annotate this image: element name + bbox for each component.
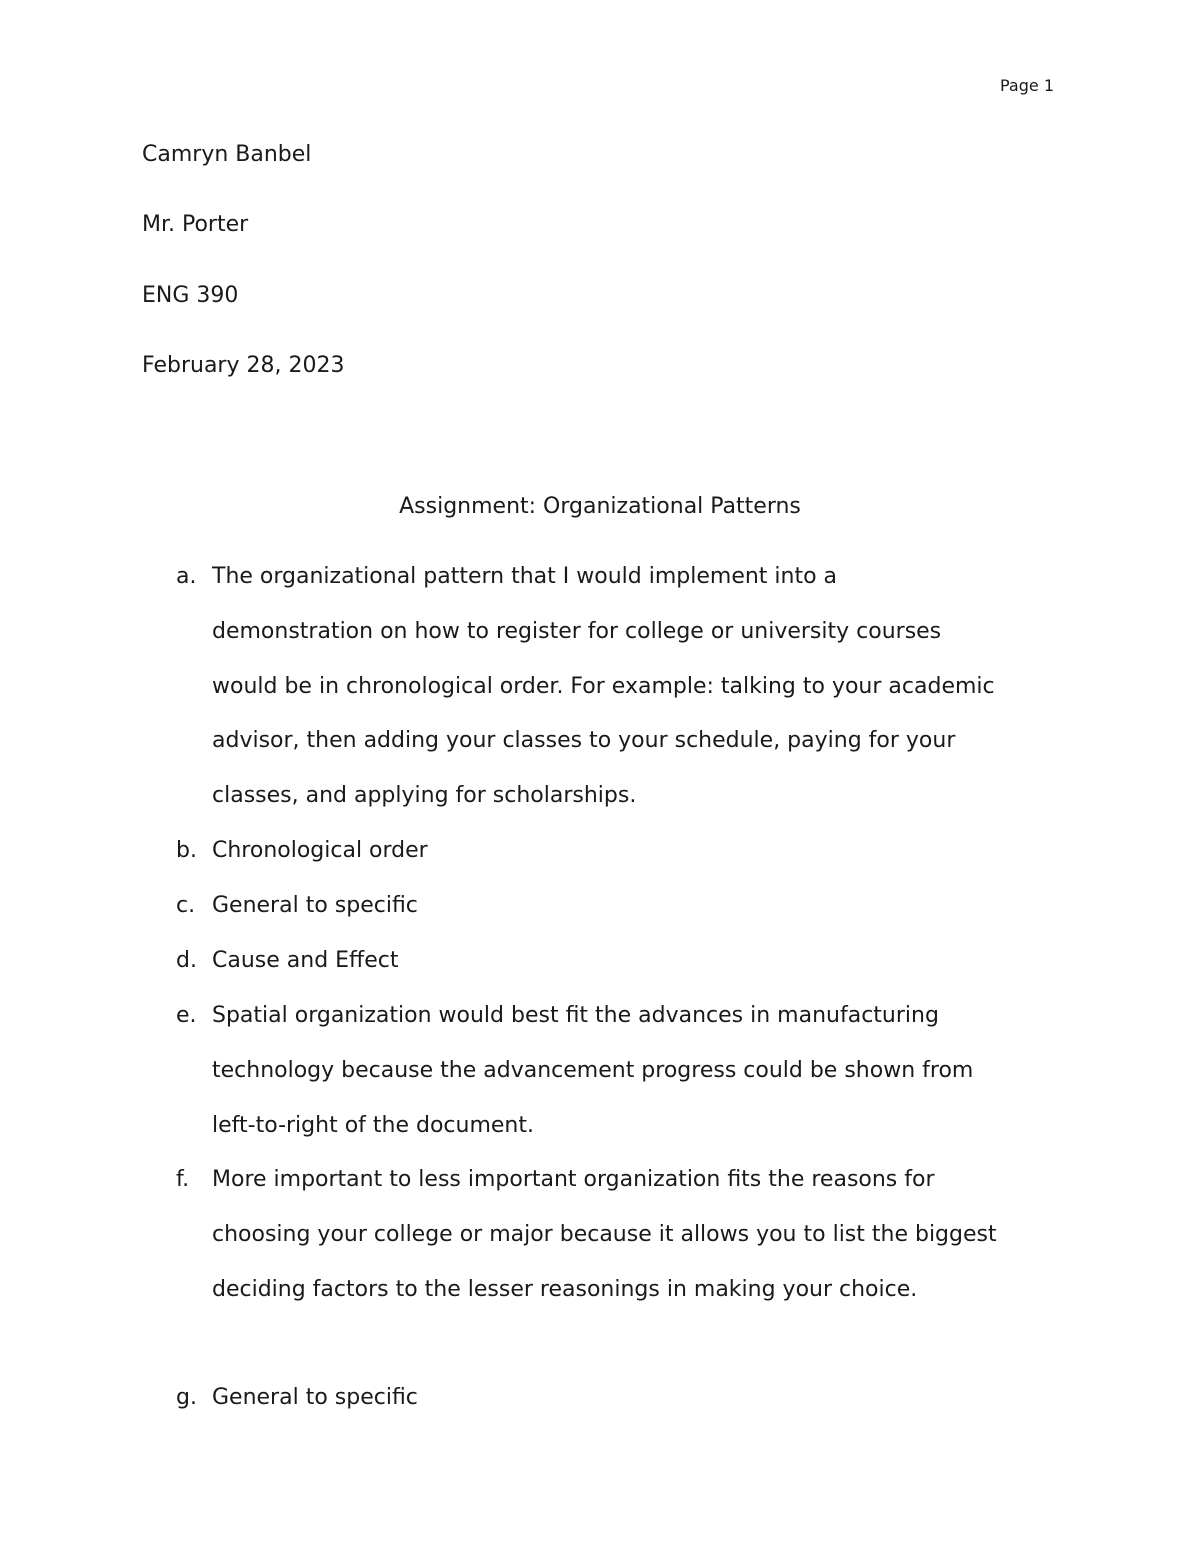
text-line: The organizational pattern that I would implement into a: [212, 564, 838, 589]
list-item-text: [212, 879, 1072, 934]
author-name: Camryn Banbel: [142, 142, 312, 167]
text-line: demonstration on how to register for college or university courses: [212, 618, 942, 644]
text-line: Cause and Effect: [212, 948, 399, 973]
list-item-text: [212, 1371, 1072, 1426]
list-marker: d.: [176, 948, 197, 973]
text-line: technology because the advancement progress could be shown from: [212, 1057, 974, 1083]
text-line: General to specific: [212, 1385, 418, 1410]
text-line: classes, and applying for scholarships.: [212, 783, 637, 809]
document-date: February 28, 2023: [142, 353, 345, 378]
list-item-text: [212, 1153, 1072, 1317]
text-line: General to specific: [212, 893, 418, 918]
text-line: choosing your college or major because it allows you to list the biggest: [212, 1221, 997, 1247]
course-code: ENG 390: [142, 283, 239, 308]
list-marker: a.: [176, 564, 197, 589]
page-number: Page 1: [1000, 76, 1054, 95]
list-marker: b.: [176, 838, 197, 863]
list-item-text: [212, 989, 1072, 1153]
list-marker: e.: [176, 1003, 197, 1028]
text-line: More important to less important organization fits the reasons for: [212, 1167, 935, 1192]
list-item-text: [212, 550, 1072, 824]
text-line: deciding factors to the lesser reasonings in making your choice.: [212, 1276, 918, 1302]
text-line: advisor, then adding your classes to your schedule, paying for your: [212, 728, 956, 754]
list-marker: c.: [176, 893, 196, 918]
text-line: would be in chronological order. For example: talking to your academic: [212, 673, 995, 699]
list-marker: f.: [176, 1167, 190, 1192]
document-title: Assignment: Organizational Patterns: [399, 494, 801, 519]
text-line: left-to-right of the document.: [212, 1112, 534, 1138]
text-line: Chronological order: [212, 838, 428, 863]
list-item-text: [212, 934, 1072, 989]
list-marker: g.: [176, 1385, 197, 1410]
list-item-text: [212, 824, 1072, 879]
instructor-name: Mr. Porter: [142, 212, 249, 237]
text-line: Spatial organization would best fit the advances in manufacturing: [212, 1003, 939, 1028]
